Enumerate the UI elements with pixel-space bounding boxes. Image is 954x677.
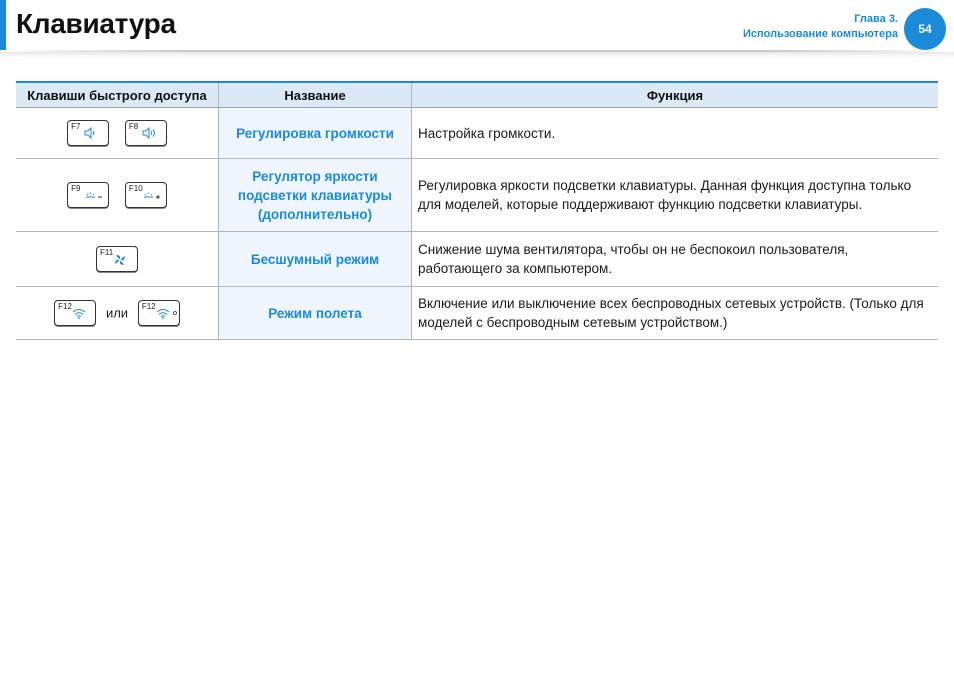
key-label: F8	[128, 122, 139, 131]
speaker-down-icon	[84, 127, 98, 142]
accent-bar	[0, 0, 6, 50]
key-f11	[96, 246, 138, 272]
speaker-up-icon	[142, 127, 156, 142]
key-f9	[67, 182, 109, 208]
chapter-label	[743, 12, 898, 42]
table-row	[16, 232, 938, 287]
row-name: Режим полета	[219, 287, 412, 340]
key-label: F12	[58, 302, 72, 311]
row-name: Бесшумный режим	[219, 232, 412, 287]
key-label: F11	[100, 248, 114, 257]
column-header-keys: Клавиши быстрого доступа	[16, 82, 219, 108]
keys-cell	[16, 108, 219, 159]
keys-cell	[16, 232, 219, 287]
page-number-badge: 54	[904, 8, 946, 50]
row-function: Настройка громкости.	[412, 108, 939, 159]
row-name: Регулятор яркости подсветки клавиатуры (дополнительно)	[219, 159, 412, 232]
row-name: Регулировка громкости	[219, 108, 412, 159]
column-header-function: Функция	[412, 82, 939, 108]
table-row	[16, 159, 938, 232]
chapter-number: Глава 3.	[854, 13, 898, 25]
row-function: Регулировка яркости подсветки клавиатуры. Данная функция доступна только для моделей, которые поддерживают функцию подсветки клавиатуры.	[412, 159, 939, 232]
row-function: Снижение шума вентилятора, чтобы он не беспокоил пользователя, работающего за компьютером.	[412, 232, 939, 287]
or-label: или	[105, 305, 129, 321]
key-f12-wifi	[54, 300, 96, 326]
row-function: Включение или выключение всех беспроводных сетевых устройств. (Только для моделей с беспроводным сетевым устройством.)	[412, 287, 939, 340]
table-row	[16, 108, 938, 159]
backlight-up-icon	[142, 189, 162, 204]
table-row	[16, 287, 938, 340]
key-f8	[125, 120, 167, 146]
wifi-airplane-icon	[155, 307, 179, 322]
key-f12-airplane	[138, 300, 180, 326]
key-f10	[125, 182, 167, 208]
wifi-icon	[71, 307, 87, 322]
table-header-row	[16, 82, 938, 108]
chapter-title: Использование компьютера	[742, 28, 898, 40]
backlight-down-icon	[84, 189, 104, 204]
shortcut-table	[16, 81, 938, 340]
key-label: F7	[71, 122, 81, 131]
key-label: F10	[128, 184, 143, 193]
fan-icon	[113, 253, 127, 270]
header-divider	[0, 50, 954, 58]
key-f7	[67, 120, 109, 146]
column-header-name: Название	[219, 82, 412, 108]
key-label: F12	[141, 302, 156, 311]
key-label: F9	[71, 184, 81, 193]
keys-cell	[16, 287, 219, 340]
page-title: Клавиатура	[16, 8, 176, 39]
keys-cell	[16, 159, 219, 232]
